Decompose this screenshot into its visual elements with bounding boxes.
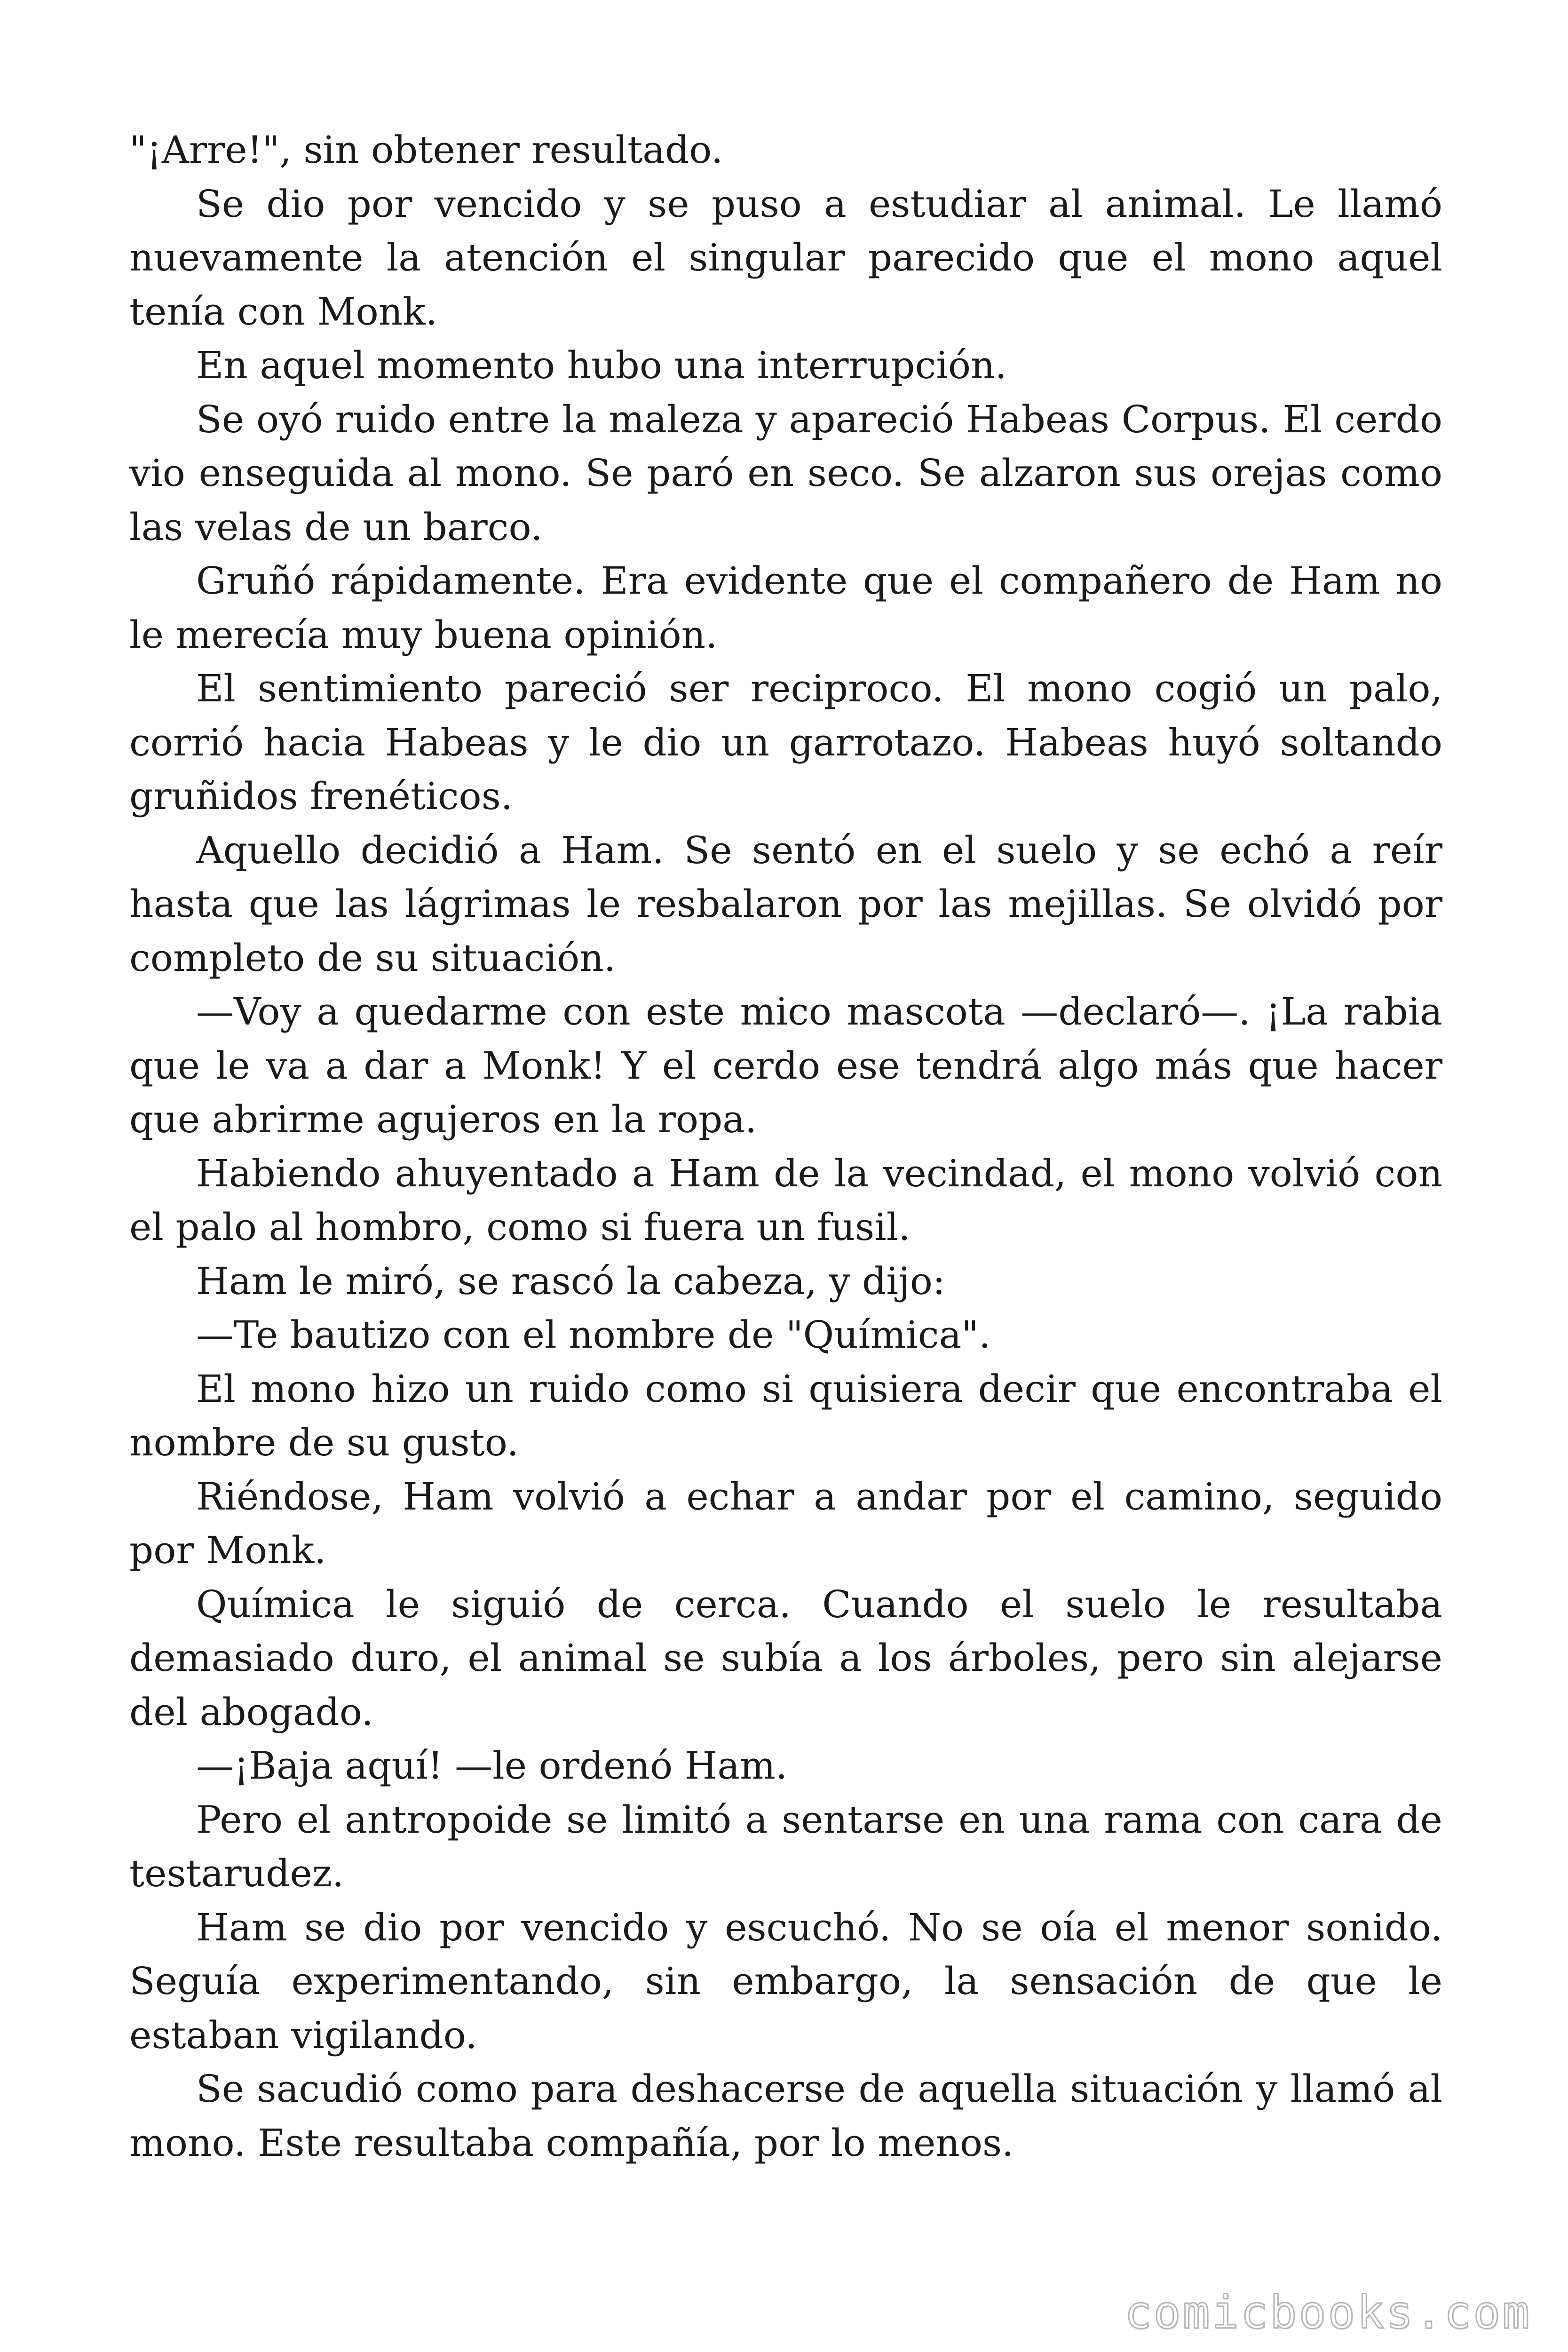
paragraph: Ham se dio por vencido y escuchó. No se oía el menor sonido. Seguía experimentando, sin embargo, la sensación de que le estaban vigilando. [129, 1905, 1442, 2057]
paragraph: Pero el antropoide se limitó a sentarse en una rama con cara de testarudez. [129, 1797, 1442, 1895]
paragraph: —¡Baja aquí! —le ordenó Ham. [196, 1744, 788, 1788]
paragraph: El mono hizo un ruido como si quisiera decir que encontraba el nombre de su gusto. [129, 1367, 1442, 1464]
paragraph: —Te bautizo con el nombre de "Química". [196, 1313, 991, 1357]
paragraph: Riéndose, Ham volvió a echar a andar por el camino, seguido por Monk. [129, 1474, 1442, 1572]
paragraph: En aquel momento hubo una interrupción. [196, 343, 1007, 387]
paragraph: Ham le miró, se rascó la cabeza, y dijo: [196, 1259, 945, 1303]
paragraph: Gruñó rápidamente. Era evidente que el compañero de Ham no le merecía muy buena opinión. [129, 559, 1442, 657]
paragraph: Aquello decidió a Ham. Se sentó en el suelo y se echó a reír hasta que las lágrimas le resbalaron por las mejillas. Se olvidó por completo de su situación. [129, 828, 1442, 980]
paragraph: Se sacudió como para deshacerse de aquella situación y llamó al mono. Este resultaba compañía, por lo menos. [129, 2067, 1442, 2165]
paragraph: El sentimiento pareció ser reciproco. El mono cogió un palo, corrió hacia Habeas y le dio un garrotazo. Habeas huyó soltando gruñidos frenéticos. [129, 667, 1442, 818]
paragraph: Se oyó ruido entre la maleza y apareció Habeas Corpus. El cerdo vio enseguida al mono. Se paró en seco. Se alzaron sus orejas como las velas de un barco. [129, 397, 1442, 549]
body-text [129, 123, 1442, 2170]
paragraph: —Voy a quedarme con este mico mascota —declaró—. ¡La rabia que le va a dar a Monk! Y el cerdo ese tendrá algo más que hacer que abrirme agujeros en la ropa. [129, 990, 1442, 1141]
paragraph: Química le siguió de cerca. Cuando el suelo le resultaba demasiado duro, el animal se subía a los árboles, pero sin alejarse del abogado. [129, 1582, 1442, 1734]
paragraph: "¡Arre!", sin obtener resultado. [129, 128, 723, 172]
paragraph: Se dio por vencido y se puso a estudiar al animal. Le llamó nuevamente la atención el singular parecido que el mono aquel tenía con Monk. [129, 182, 1442, 334]
paragraph: Habiendo ahuyentado a Ham de la vecindad, el mono volvió con el palo al hombro, como si fuera un fusil. [129, 1151, 1442, 1249]
watermark: comicbooks.com [1124, 2286, 1531, 2339]
